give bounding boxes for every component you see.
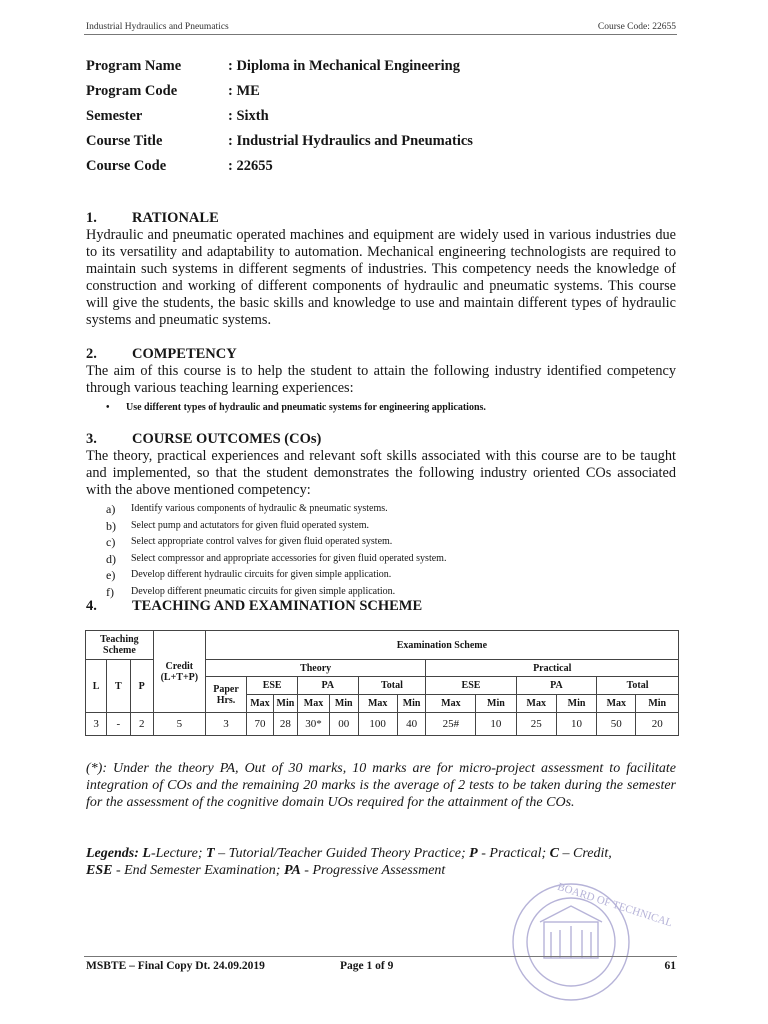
- info-row: [86, 158, 473, 183]
- table-cell: -: [107, 713, 130, 736]
- item-text: Select pump and actutators for given fluid operated system.: [131, 519, 369, 531]
- exam-scheme-header: Examination Scheme: [205, 631, 678, 660]
- section-title: RATIONALE: [132, 210, 219, 226]
- header-course-name: Industrial Hydraulics and Pneumatics: [86, 22, 229, 32]
- legend-l: L: [142, 846, 151, 861]
- list-item: [106, 567, 446, 584]
- item-letter: c): [106, 535, 116, 550]
- outcomes-text: The theory, practical experiences and relevant soft skills associated with this course are to be taught and implemented, so that the student demonstrates the following industry oriented COs associated with the above mentioned competency:: [86, 448, 676, 498]
- max-header: Max: [358, 695, 397, 713]
- info-row: [86, 133, 473, 158]
- table-cell: 00: [329, 713, 358, 736]
- max-header: Max: [247, 695, 274, 713]
- item-letter: f): [106, 584, 114, 599]
- info-value: : Diploma in Mechanical Engineering: [228, 58, 460, 74]
- table-cell: 100: [358, 713, 397, 736]
- table-cell: 10: [556, 713, 596, 736]
- legend-c-text: – Credit,: [562, 846, 612, 861]
- competency-heading: [86, 346, 237, 363]
- table-cell: 5: [153, 713, 205, 736]
- table-cell: 40: [397, 713, 426, 736]
- footer-divider: [84, 956, 677, 957]
- max-header: Max: [597, 695, 636, 713]
- table-cell: 3: [205, 713, 246, 736]
- rationale-heading: [86, 210, 219, 227]
- info-key: Program Name: [86, 58, 182, 74]
- item-letter: e): [106, 568, 116, 583]
- info-key: Course Title: [86, 133, 163, 149]
- legend-ese-text: - End Semester Examination;: [115, 863, 281, 878]
- min-header: Min: [556, 695, 596, 713]
- item-letter: a): [106, 502, 116, 516]
- table-cell: 25: [516, 713, 556, 736]
- scheme-heading: [86, 598, 422, 615]
- min-header: Min: [329, 695, 358, 713]
- legends: [86, 845, 676, 879]
- footer-right: 61: [664, 960, 676, 972]
- stamp-text: BOARD OF TECHNICAL: [555, 880, 674, 930]
- table-cell: 10: [476, 713, 516, 736]
- info-value: : Sixth: [228, 108, 269, 124]
- table-cell: 25#: [426, 713, 476, 736]
- max-header: Max: [298, 695, 330, 713]
- legend-pa: PA: [283, 863, 301, 878]
- info-row: [86, 58, 473, 83]
- header-course-code: Course Code: 22655: [597, 22, 676, 32]
- table-row: [86, 713, 679, 736]
- info-key: Program Code: [86, 83, 178, 99]
- info-key: Semester: [86, 108, 143, 124]
- practical-header: Practical: [426, 660, 679, 677]
- list-item: [106, 534, 446, 551]
- section-number: 4.: [86, 598, 97, 614]
- footer-left: MSBTE – Final Copy Dt. 24.09.2019: [86, 960, 265, 972]
- bullet-icon: •: [106, 402, 110, 413]
- info-key: Course Code: [86, 158, 167, 174]
- section-title: COMPETENCY: [132, 346, 237, 362]
- rationale-text: Hydraulic and pneumatic operated machines and equipment are widely used in various industries due to its versatility and adaptability to automation. Mechanical engineering technologists are required to maintain such systems in different segments of industries. This competency needs the knowledge of construction and working of different components of hydraulic and pneumatic systems. This course will give the students, the basic skills and knowledge to use and maintain different types of hydraulic systems and pneumatic systems.: [86, 227, 676, 328]
- legend-l-text: -Lecture;: [150, 846, 203, 861]
- table-row: [86, 631, 679, 660]
- list-item: [106, 551, 446, 568]
- legend-p: P: [469, 846, 478, 861]
- table-cell: 70: [247, 713, 274, 736]
- section-number: 3.: [86, 431, 97, 447]
- page-number: Page 1 of 9: [340, 960, 394, 972]
- legend-label: Legends:: [86, 846, 139, 861]
- outcomes-list: [106, 501, 446, 601]
- section-number: 2.: [86, 346, 97, 362]
- info-row: [86, 83, 473, 108]
- competency-bullet-text: Use different types of hydraulic and pneumatic systems for engineering applications.: [126, 402, 486, 413]
- table-cell: 2: [130, 713, 153, 736]
- legend-ese: ESE: [86, 863, 113, 878]
- table-cell: 3: [86, 713, 107, 736]
- pa-note: (*): Under the theory PA, Out of 30 marks, 10 marks are for micro-project assessment to facilitate integration of COs and the remaining 20 marks is the average of 2 tests to be taken during the semester for the assessment of the cognitive domain UOs required for the attainment of the COs.: [86, 761, 676, 810]
- competency-text: The aim of this course is to help the student to attain the following industry identified competency through various teaching learning experiences:: [86, 363, 676, 396]
- legend-t: T: [206, 846, 215, 861]
- min-header: Min: [636, 695, 679, 713]
- total-header: Total: [597, 677, 679, 695]
- pa-header: PA: [516, 677, 597, 695]
- item-text: Select compressor and appropriate accessories for given fluid operated system.: [131, 552, 447, 564]
- min-header: Min: [273, 695, 297, 713]
- info-value: : ME: [228, 83, 260, 99]
- section-title: TEACHING AND EXAMINATION SCHEME: [132, 598, 423, 614]
- ese-header: ESE: [426, 677, 516, 695]
- item-letter: d): [106, 551, 116, 566]
- table-cell: 30*: [298, 713, 330, 736]
- table-cell: 28: [273, 713, 297, 736]
- legend-c: C: [549, 846, 559, 861]
- max-header: Max: [426, 695, 476, 713]
- pa-header: PA: [298, 677, 358, 695]
- item-text: Develop different hydraulic circuits for given simple application.: [131, 569, 392, 581]
- ese-header: ESE: [247, 677, 298, 695]
- outcomes-heading: [86, 431, 321, 448]
- min-header: Min: [397, 695, 426, 713]
- legend-p-text: - Practical;: [481, 846, 547, 861]
- section-number: 1.: [86, 210, 97, 226]
- min-header: Min: [476, 695, 516, 713]
- info-value: : Industrial Hydraulics and Pneumatics: [228, 133, 473, 149]
- section-title: COURSE OUTCOMES (COs): [132, 431, 322, 447]
- item-text: Select appropriate control valves for given fluid operated system.: [131, 536, 393, 548]
- item-text: Identify various components of hydraulic & pneumatic systems.: [131, 503, 388, 514]
- item-letter: b): [106, 518, 116, 533]
- competency-bullet: [106, 402, 486, 413]
- practical-hrs-header: P: [130, 660, 153, 713]
- header-divider: [84, 34, 677, 35]
- max-header: Max: [516, 695, 556, 713]
- info-value: : 22655: [228, 158, 273, 174]
- paper-hrs-header: Paper Hrs.: [205, 677, 246, 713]
- list-item: [106, 518, 446, 535]
- tutorial-header: T: [107, 660, 130, 713]
- table-cell: 50: [597, 713, 636, 736]
- scheme-table: [85, 630, 679, 736]
- theory-header: Theory: [205, 660, 426, 677]
- teaching-scheme-header: Teaching Scheme: [86, 631, 154, 660]
- legend-pa-text: - Progressive Assessment: [304, 863, 446, 878]
- total-header: Total: [358, 677, 426, 695]
- info-row: [86, 108, 473, 133]
- program-info: [86, 58, 473, 183]
- table-cell: 20: [636, 713, 679, 736]
- item-text: Develop different pneumatic circuits for given simple application.: [131, 585, 396, 597]
- lecture-header: L: [86, 660, 107, 713]
- credit-header: Credit (L+T+P): [153, 631, 205, 713]
- legend-t-text: – Tutorial/Teacher Guided Theory Practice;: [218, 846, 466, 861]
- list-item: [106, 501, 446, 518]
